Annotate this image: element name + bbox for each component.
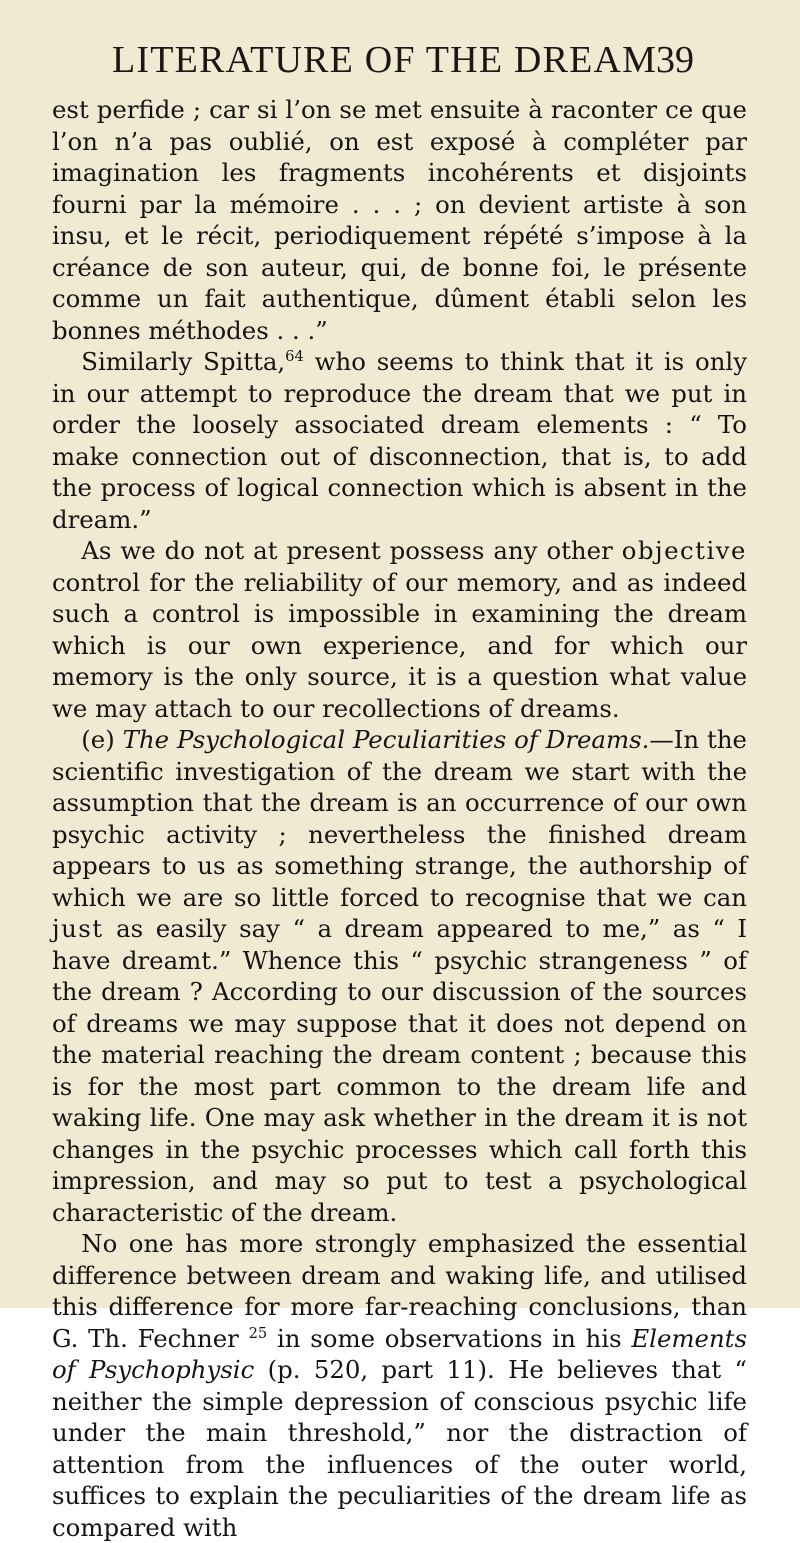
paragraph-4-after: as easily say “ a dream appeared to me,” as “ I have dreamt.” Whence this “ psychic strangeness ” of the dream ? According to our discussion of the sources of dreams we may suppose that it does not depend on the material reaching the dream content ; because this is for the most part common to the dream life and waking life. One may ask whether in the dream it is not changes in the psychic processes which call forth this impression, and may so put to test a psychological characteristic of the dream. (52, 914, 747, 1227)
book-title: Elements of Psychophysic (52, 1323, 747, 1384)
paragraph-2-before: Similarly Spitta, (81, 347, 286, 376)
paragraph-1-text: est perfide ; car si l’on se met ensuite à raconter ce que l’on n’a pas oublié, on est exposé à compléter par imagination les fragments incohérents et disjoints fourni par la mémoire . . . ; on devient artiste à son insu, et le récit, periodiquement répété s’impose à la créance de son auteur, qui, de bonne foi, le présente comme un fait authentique, dûment établi selon les bonnes méthodes . . .” (52, 95, 747, 345)
paragraph-4 (52, 724, 747, 1228)
paragraph-3-emphasis: objective (621, 536, 747, 565)
section-label: (e) (81, 725, 115, 754)
footnote-ref-64: 64 (285, 347, 304, 365)
running-title: LITERATURE OF THE DREAM (112, 39, 658, 81)
paragraph-3 (52, 535, 747, 724)
paragraph-2 (52, 346, 747, 535)
page-header (112, 36, 694, 84)
footnote-ref-25: 25 (248, 1324, 268, 1342)
paragraph-3-after: control for the reliability of our memory, and as indeed such a control is impossible in examining the dream which is our own experience, and for which our memory is the only source, it is a question what value we may attach to our recollections of dreams. (52, 567, 747, 723)
page-number: 39 (656, 39, 694, 81)
body-text (52, 94, 747, 1543)
paragraph-5-before: No one has more strongly emphasized the essential difference between dream and waking life, and utilised this difference for more far-reaching conclusions, than G. Th. Fechner (52, 1229, 747, 1353)
paragraph-3-before: As we do not at present possess any other (81, 536, 622, 565)
paragraph-4-before: —In the scientific investigation of the dream we start with the assumption that the dream is an occurrence of our own psychic activity ; nevertheless the finished dream appears to us as something strange, the authorship of which we are so little forced to recognise that we can (52, 725, 747, 912)
paragraph-5 (52, 1228, 747, 1543)
paragraph-2-after: who seems to think that it is only in our attempt to reproduce the dream that we put in order the loosely associated dream elements : “ To make connection out of disconnection, that is, to add the process of logical connection which is absent in the dream.” (52, 347, 748, 534)
paragraph-4-emphasis: just (52, 914, 104, 943)
paragraph-5-after: (p. 520, part 11). He believes that “ neither the simple depression of conscious psychic life under the main threshold,” nor the distraction of attention from the influences of the outer world, suffices to explain the peculiarities of the dream life as compared with (52, 1355, 747, 1542)
paragraph-1 (52, 94, 747, 346)
section-heading: The Psychological Peculiarities of Dreams. (122, 725, 650, 754)
paragraph-5-middle: in some observations in his (267, 1323, 632, 1353)
